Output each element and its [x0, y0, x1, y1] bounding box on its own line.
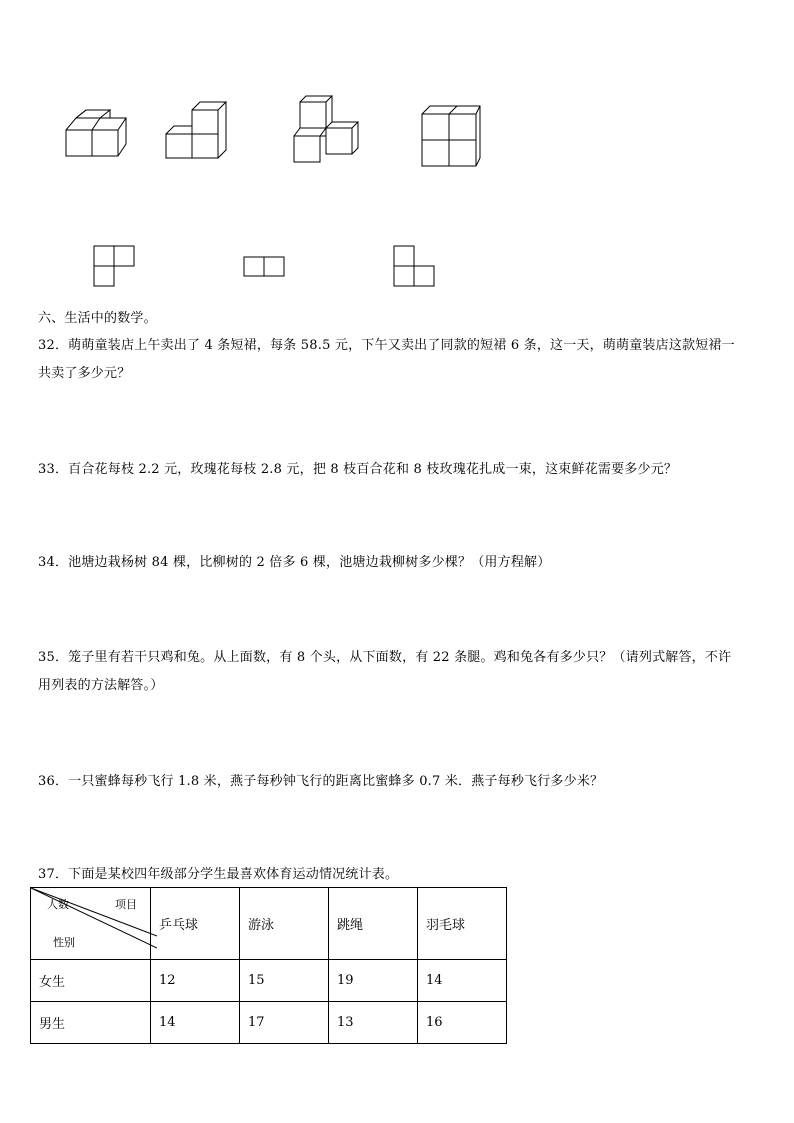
table-header-row: [31, 888, 507, 960]
solid-figure-2: [162, 100, 230, 162]
question-35-line-1: 35．笼子里有若干只鸡和兔。从上面数，有 8 个头，从下面数，有 22 条腿。鸡和兔各有多少只？（请列式解答，不许: [38, 650, 732, 665]
column-header: 乒乓球: [151, 888, 240, 960]
table-cell: 17: [240, 1002, 329, 1044]
table-cell: 19: [329, 960, 418, 1002]
section-heading: 六、生活中的数学。: [38, 311, 157, 326]
question-35-line-2: 用列表的方法解答。）: [38, 678, 164, 693]
question-36: 36．一只蜜蜂每秒飞行 1.8 米，燕子每秒钟飞行的距离比蜜蜂多 0.7 米．燕子每秒飞行多少米？: [38, 774, 604, 789]
diagonal-header-cell: [31, 888, 151, 960]
question-37: 37．下面是某校四年级部分学生最喜欢体育运动情况统计表。: [38, 867, 399, 882]
table-cell: 12: [151, 960, 240, 1002]
table-row: [31, 1002, 507, 1044]
diag-label-item: 项目: [115, 898, 137, 911]
question-33: 33．百合花每枝 2.2 元，玫瑰花每枝 2.8 元，把 8 枝百合花和 8 枝玫瑰花扎成一束，这束鲜花需要多少元？: [38, 462, 678, 477]
question-32-line-1: 32．萌萌童装店上午卖出了 4 条短裙，每条 58.5 元，下午又卖出了同款的短裙 6 条，这一天，萌萌童装店这款短裙一: [38, 338, 735, 353]
column-header: 游泳: [240, 888, 329, 960]
solid-figure-1: [60, 108, 130, 160]
column-header: 羽毛球: [418, 888, 507, 960]
column-header: 跳绳: [329, 888, 418, 960]
solid-figure-3: [288, 94, 364, 164]
table-row: [31, 960, 507, 1002]
diag-label-people: 人数: [47, 898, 69, 911]
table-cell: 15: [240, 960, 329, 1002]
table-cell: 14: [418, 960, 507, 1002]
table-cell: 13: [329, 1002, 418, 1044]
diag-label-gender: 性别: [53, 936, 75, 949]
row-label: 女生: [31, 960, 151, 1002]
view-figure-3: [393, 245, 437, 289]
sports-stats-table: [30, 887, 507, 1044]
table-cell: 16: [418, 1002, 507, 1044]
table-cell: 14: [151, 1002, 240, 1044]
solid-figure-4: [418, 104, 484, 170]
view-figure-1: [93, 245, 137, 289]
question-34: 34．池塘边栽杨树 84 棵，比柳树的 2 倍多 6 棵，池塘边栽柳树多少棵？（用方程解）: [38, 555, 551, 570]
view-figure-2: [243, 256, 287, 278]
row-label: 男生: [31, 1002, 151, 1044]
question-32-line-2: 共卖了多少元？: [38, 366, 131, 381]
